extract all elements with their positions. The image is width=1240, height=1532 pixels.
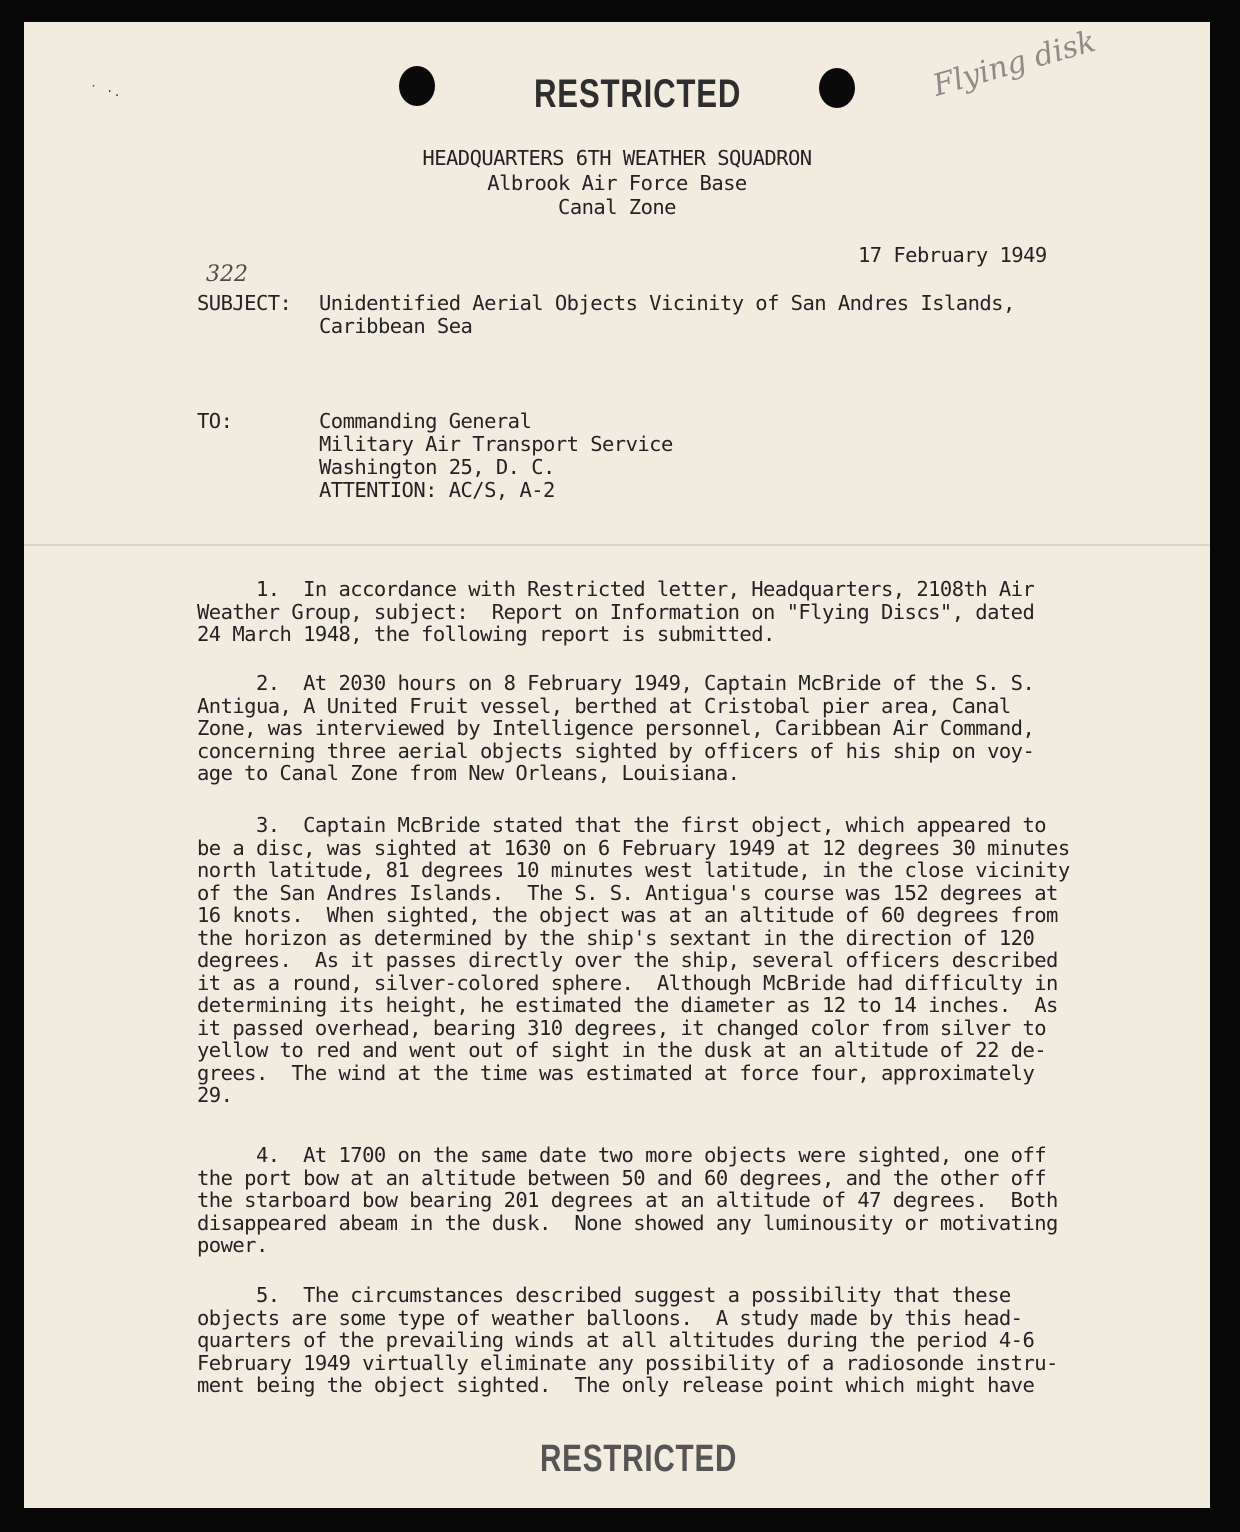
file-number: 322	[206, 262, 248, 287]
paragraph-4: 4. At 1700 on the same date two more objects were sighted, one off the port bow at an altitude between 50 and 60 degrees, and the other off the starboard bow bearing 201 degrees at an altitude of 47 degrees. Both disappeared abeam in the dusk. None showed any luminousity or motivating power.	[197, 1143, 1058, 1257]
to-line-3: Washington 25, D. C.	[319, 455, 555, 479]
letter-date: 17 February 1949	[858, 243, 1047, 267]
classification-stamp-bottom: RESTRICTED	[540, 1438, 738, 1480]
paragraph-2: 2. At 2030 hours on 8 February 1949, Captain McBride of the S. S. Antigua, A United Fruit vessel, berthed at Cristobal pier area, Canal Zone, was interviewed by Intelligence personnel, Caribbean Air Command, concerning three aerial objects sighted by officers of his ship on voy- age to Canal Zone from New Orleans, Louisiana.	[197, 671, 1035, 785]
to-label: TO:	[197, 409, 233, 433]
ink-specks: ˙ ·.	[90, 84, 123, 100]
to-line-1: Commanding General	[319, 409, 532, 433]
to-line-2: Military Air Transport Service	[319, 432, 673, 456]
paragraph-1: 1. In accordance with Restricted letter, Headquarters, 2108th Air Weather Group, subject: Report on Information on "Flying Discs", dated 24 March 1948, the following report is submitted.	[197, 577, 1035, 646]
letterhead-line-1: HEADQUARTERS 6TH WEATHER SQUADRON	[422, 146, 812, 170]
subject-line-2: Caribbean Sea	[319, 314, 473, 338]
punch-hole-right	[819, 68, 855, 108]
classification-stamp-top: RESTRICTED	[534, 72, 742, 116]
subject-label: SUBJECT:	[197, 291, 292, 315]
paragraph-5: 5. The circumstances described suggest a possibility that these objects are some type of weather balloons. A study made by this head- quarters of the prevailing winds at all altitudes during the period 4-6 February 1949 virtually eliminate any possibility of a radiosonde instru- ment being the object sighted. The only release point which might have	[197, 1283, 1058, 1397]
subject-line-1: Unidentified Aerial Objects Vicinity of San Andres Islands,	[319, 291, 1015, 315]
punch-hole-left	[399, 66, 435, 106]
to-line-4: ATTENTION: AC/S, A-2	[319, 478, 555, 502]
paragraph-3: 3. Captain McBride stated that the first object, which appeared to be a disc, was sighted at 1630 on 6 February 1949 at 12 degrees 30 minutes north latitude, 81 degrees 10 minutes west latitude, in the close vicinity of the San Andres Islands. The S. S. Antigua's course was 152 degrees at 16 knots. When sighted, the object was at an altitude of 60 degrees from the horizon as determined by the ship's sextant in the direction of 120 degrees. As it passes directly over the ship, several officers described it as a round, silver-colored sphere. Although McBride had difficulty in determining its height, he estimated the diameter as 12 to 14 inches. As it passed overhead, bearing 310 degrees, it changed color from silver to yellow to red and went out of sight in the dusk at an altitude of 22 de- grees. The wind at the time was estimated at force four, approximately 29.	[197, 813, 1070, 1107]
letterhead-line-2: Albrook Air Force Base	[487, 171, 747, 195]
document-page	[24, 22, 1210, 1508]
handwritten-annotation: Flying disk	[929, 23, 1100, 104]
letterhead-line-3: Canal Zone	[558, 195, 676, 219]
page-fold-line	[24, 544, 1210, 546]
